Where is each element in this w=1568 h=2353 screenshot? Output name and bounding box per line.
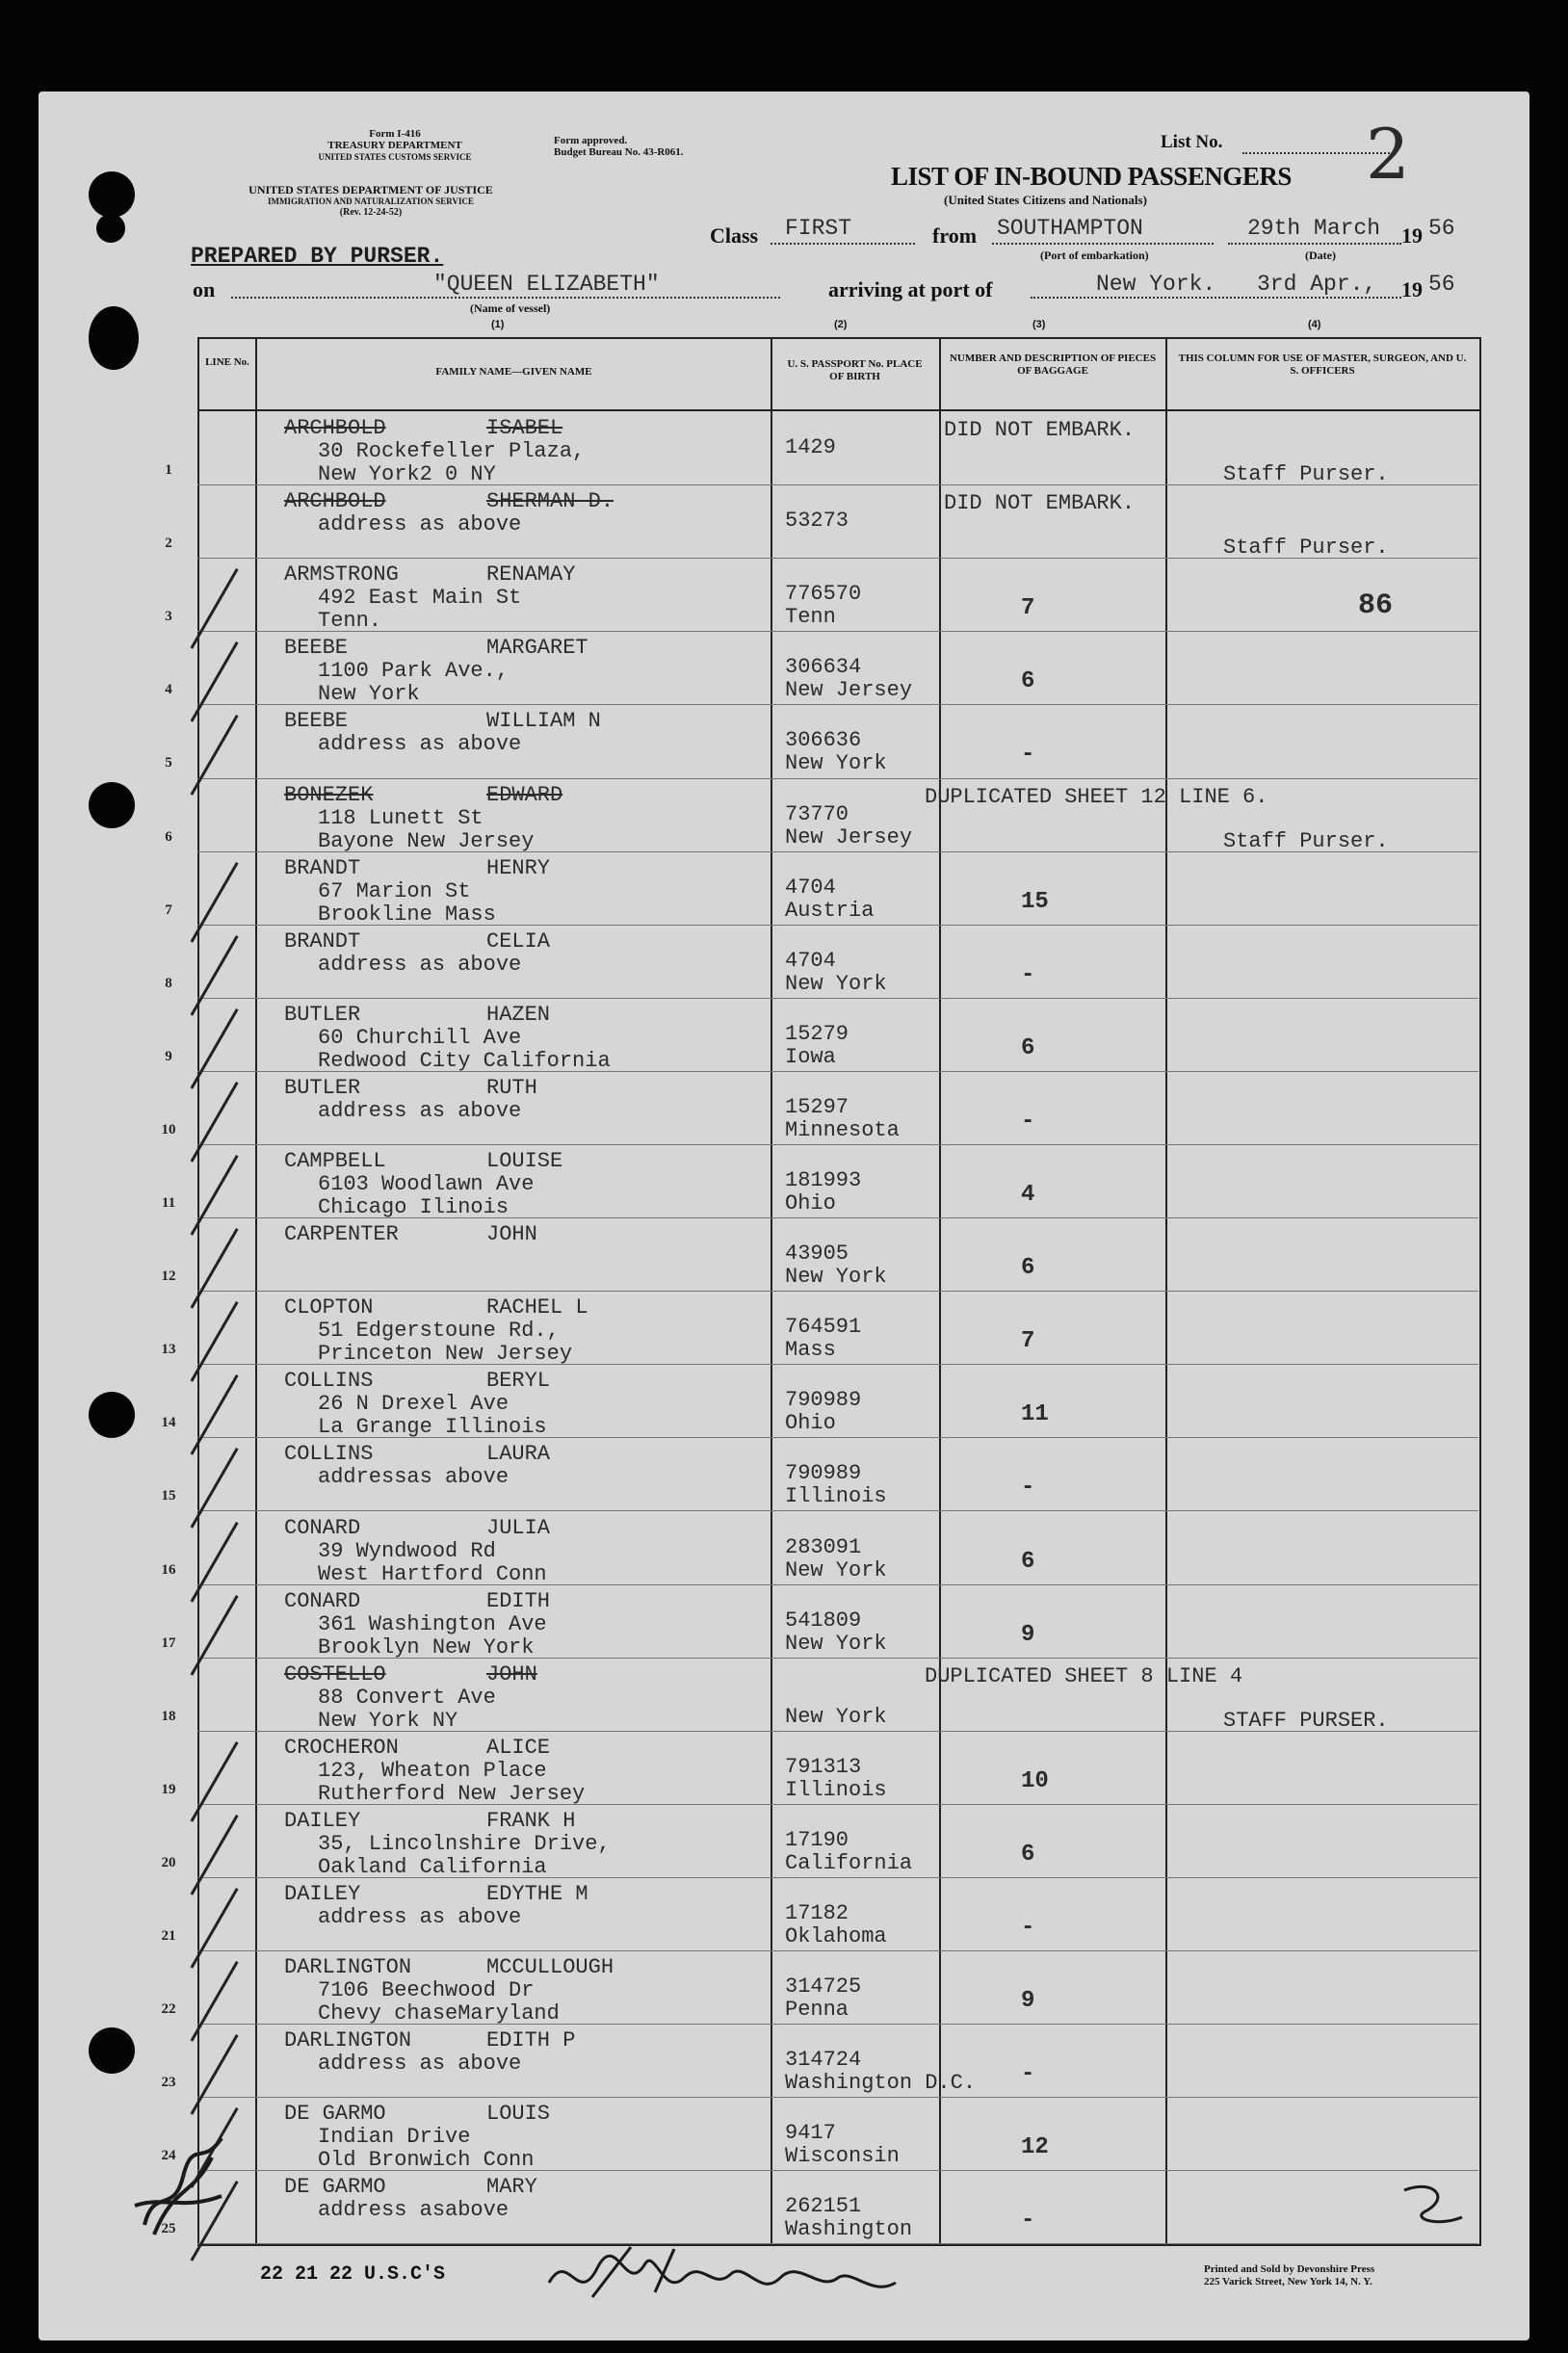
arrival-port: New York. (1096, 272, 1216, 297)
baggage-count: 15 (1021, 889, 1049, 915)
family-name: DE GARMO (284, 2175, 386, 2199)
printer-credit (1204, 2263, 1374, 2288)
col-header-passport: U. S. PASSPORT No. PLACE OF BIRTH (787, 358, 923, 382)
address-line-1: address as above (318, 1099, 522, 1123)
line-number: 8 (165, 976, 172, 991)
line-number: 3 (165, 609, 172, 624)
baggage-count: 6 (1021, 1035, 1035, 1061)
given-name: MARY (486, 2175, 537, 2199)
family-name: CONARD (284, 1516, 361, 1540)
address-line-2: Princeton New Jersey (318, 1342, 573, 1366)
page-subtitle: (United States Citizens and Nationals) (944, 193, 1147, 207)
year-value: 56 (1428, 216, 1455, 241)
vessel-line (231, 297, 780, 299)
baggage-count: DID NOT EMBARK. (944, 491, 1136, 515)
address-line-1: addressas above (318, 1465, 510, 1489)
passport-number: 314725 (785, 1974, 862, 1999)
list-no-value: 2 (1366, 114, 1410, 195)
place-of-birth: Iowa (785, 1045, 836, 1069)
baggage-count: - (1021, 742, 1035, 768)
address-line-2: Old Bronwich Conn (318, 2148, 535, 2172)
address-line-1: address as above (318, 1905, 522, 1929)
family-name: DAILEY (284, 1882, 361, 1906)
date-line (1228, 243, 1401, 245)
given-name: EDYTHE M (486, 1882, 588, 1906)
address-line-1: 30 Rockefeller Plaza, (318, 439, 586, 463)
punch-hole (89, 171, 135, 218)
uscs-footer: 22 21 22 U.S.C'S (260, 2263, 446, 2286)
place-of-birth: Penna (785, 1998, 849, 2022)
given-name: JULIA (486, 1516, 551, 1540)
row-divider (197, 1291, 1478, 1292)
col-header-line-no: LINE No. (205, 356, 249, 368)
given-name: ALICE (486, 1736, 551, 1760)
place-of-birth: New York (785, 1632, 887, 1656)
address-line-1: 7106 Beechwood Dr (318, 1978, 535, 2002)
table-top (197, 337, 1481, 339)
line-number: 21 (161, 1928, 176, 1944)
col-header-officers: THIS COLUMN FOR USE OF MASTER, SURGEON, AND U. S. OFFICERS (1178, 353, 1467, 377)
punch-hole (96, 214, 125, 243)
on-label: on (193, 277, 216, 301)
given-name: EDWARD (486, 783, 563, 807)
address-line-1: Indian Drive (318, 2125, 471, 2149)
from-value: SOUTHAMPTON (997, 216, 1143, 241)
baggage-count: 11 (1021, 1401, 1049, 1427)
row-divider (197, 1510, 1478, 1511)
passport-number: 283091 (785, 1535, 862, 1559)
given-name: MCCULLOUGH (486, 1955, 614, 1979)
punch-hole (89, 782, 135, 828)
given-name: FRANK H (486, 1809, 576, 1833)
passport-number: 43905 (785, 1242, 849, 1266)
given-name: BERYL (486, 1369, 551, 1393)
family-name: CROCHERON (284, 1736, 399, 1760)
line-number: 1 (165, 462, 172, 478)
baggage-count: 12 (1021, 2134, 1049, 2160)
vessel-value: "QUEEN ELIZABETH" (433, 272, 660, 297)
passport-number: 4704 (785, 876, 836, 900)
family-name: BUTLER (284, 1076, 361, 1100)
line-number: 24 (161, 2148, 176, 2163)
line-number: 6 (165, 829, 172, 845)
family-name: BRANDT (284, 856, 361, 880)
col-num-4: (4) (1308, 319, 1321, 330)
address-line-1: 60 Churchill Ave (318, 1026, 522, 1050)
place-of-birth: New York (785, 1265, 887, 1289)
address-line-2: Brooklyn New York (318, 1635, 535, 1660)
given-name: LAURA (486, 1442, 551, 1466)
passport-number: 764591 (785, 1315, 862, 1339)
family-name: ARMSTRONG (284, 562, 399, 587)
from-line (992, 243, 1214, 245)
given-name: LOUISE (486, 1149, 563, 1173)
passport-number: 73770 (785, 802, 849, 826)
given-name: RENAMAY (486, 562, 576, 587)
col-divider (939, 337, 941, 2246)
baggage-count: 4 (1021, 1182, 1035, 1208)
passport-number: 53273 (785, 509, 849, 533)
passport-number: 791313 (785, 1755, 862, 1779)
revision: (Rev. 12-24-52) (339, 207, 403, 218)
address-line-1: 1100 Park Ave., (318, 659, 510, 683)
address-line-2: Tenn. (318, 609, 382, 633)
col-num-1: (1) (491, 319, 505, 330)
place-of-birth: New York (785, 751, 887, 775)
arriving-label: arriving at port of (828, 277, 993, 301)
prepared-by: PREPARED BY PURSER. (191, 244, 444, 269)
address-line-1: 35, Lincolnshire Drive, (318, 1832, 611, 1856)
place-of-birth: Oklahoma (785, 1924, 887, 1948)
from-label: from (932, 223, 978, 248)
arrival-line (1031, 297, 1401, 299)
form-number: Form I-416 (369, 128, 421, 140)
line-number: 16 (161, 1562, 176, 1578)
baggage-count: 6 (1021, 668, 1035, 694)
form-approval (554, 135, 684, 158)
baggage-count: - (1021, 1109, 1035, 1135)
address-line-1: address as above (318, 512, 522, 536)
row-divider (197, 998, 1478, 999)
line-number: 23 (161, 2075, 176, 2090)
page-title: LIST OF IN-BOUND PASSENGERS (891, 162, 1292, 191)
address-line-1: 361 Washington Ave (318, 1612, 547, 1636)
line-number: 14 (161, 1415, 176, 1430)
line-number: 17 (161, 1635, 176, 1651)
col-num-2: (2) (834, 319, 848, 330)
baggage-count: 6 (1021, 1549, 1035, 1575)
place-of-birth: Tenn (785, 605, 836, 629)
place-of-birth: New York (785, 1558, 887, 1582)
year-label: 19 (1401, 223, 1423, 248)
passport-number: 4704 (785, 949, 836, 973)
given-name: JOHN (486, 1662, 537, 1686)
family-name: COLLINS (284, 1442, 374, 1466)
place-of-birth: California (785, 1851, 913, 1875)
vessel-caption: (Name of vessel) (470, 301, 551, 315)
place-of-birth: New Jersey (785, 825, 913, 850)
class-value: FIRST (785, 216, 852, 241)
baggage-count: 6 (1021, 1255, 1035, 1281)
line-number: 13 (161, 1342, 176, 1357)
place-of-birth: Minnesota (785, 1118, 900, 1142)
date-caption: (Date) (1305, 248, 1336, 262)
place-of-birth: Mass (785, 1338, 836, 1362)
passport-number: 262151 (785, 2194, 862, 2218)
approval-text: Form approved. (554, 135, 628, 146)
address-line-2: West Hartford Conn (318, 1562, 547, 1586)
col-divider (771, 337, 772, 2246)
passport-number: 776570 (785, 582, 862, 606)
passport-number: 306636 (785, 728, 862, 752)
address-line-1: address as above (318, 2052, 522, 2076)
given-name: JOHN (486, 1222, 537, 1246)
address-line-2: Chicago Ilinois (318, 1195, 510, 1219)
line-number: 2 (165, 536, 172, 551)
class-label: Class (710, 223, 759, 248)
row-divider (197, 1950, 1478, 1951)
line-number: 15 (161, 1488, 176, 1503)
baggage-count: DID NOT EMBARK. (944, 418, 1136, 442)
place-of-birth: Austria (785, 899, 875, 923)
line-number: 25 (161, 2221, 176, 2236)
arrival-date: 3rd Apr., (1257, 272, 1377, 297)
passport-number: 790989 (785, 1461, 862, 1485)
address-line-1: 51 Edgerstoune Rd., (318, 1319, 560, 1343)
family-name: DARLINGTON (284, 1955, 412, 1979)
line-number: 4 (165, 682, 172, 697)
address-line-2: New York (318, 682, 420, 706)
given-name: RUTH (486, 1076, 537, 1100)
family-name: CARPENTER (284, 1222, 399, 1246)
given-name: MARGARET (486, 636, 588, 660)
passport-number: 790989 (785, 1388, 862, 1412)
baggage-count: DUPLICATED SHEET 12 LINE 6. (925, 785, 1268, 809)
baggage-count: 9 (1021, 1622, 1035, 1648)
line-number: 20 (161, 1855, 176, 1870)
passport-number: 15279 (785, 1022, 849, 1046)
officer-note: 86 (1358, 589, 1394, 622)
address-line-1: 26 N Drexel Ave (318, 1392, 510, 1416)
family-name: CLOPTON (284, 1295, 374, 1320)
col-header-baggage: NUMBER AND DESCRIPTION OF PIECES OF BAGGAGE (949, 353, 1157, 377)
given-name: ISABEL (486, 416, 563, 440)
from-caption: (Port of embarkation) (1040, 248, 1149, 262)
place-of-birth: Illinois (785, 1484, 887, 1508)
family-name: COSTELLO (284, 1662, 386, 1686)
arrival-year-label: 19 (1401, 277, 1423, 301)
row-divider (197, 778, 1478, 779)
address-line-1: 39 Wyndwood Rd (318, 1539, 496, 1563)
officer-note: Staff Purser. (1223, 829, 1389, 853)
baggage-count: - (1021, 1915, 1035, 1941)
place-of-birth: Wisconsin (785, 2144, 900, 2168)
immigration-service: IMMIGRATION AND NATURALIZATION SERVICE (268, 196, 474, 206)
address-line-1: address as above (318, 953, 522, 977)
passport-number: 15297 (785, 1095, 849, 1119)
line-number: 19 (161, 1782, 176, 1797)
row-divider (197, 1144, 1478, 1145)
line-number: 10 (161, 1122, 176, 1137)
arrival-year: 56 (1428, 272, 1455, 297)
col-divider (1165, 337, 1167, 2246)
line-number: 7 (165, 902, 172, 918)
punch-hole (89, 2027, 135, 2074)
col-header-name: FAMILY NAME—GIVEN NAME (435, 366, 592, 378)
baggage-count: 7 (1021, 595, 1035, 621)
address-line-2: Chevy chaseMaryland (318, 2001, 560, 2026)
baggage-count: - (1021, 962, 1035, 988)
budget-bureau: Budget Bureau No. 43-R061. (554, 146, 684, 158)
list-no-label: List No. (1161, 132, 1223, 152)
passport-number: 181993 (785, 1168, 862, 1192)
baggage-count: 10 (1021, 1768, 1049, 1794)
address-line-2: Redwood City California (318, 1049, 611, 1073)
form-header-justice (188, 184, 554, 219)
form-header-treasury (241, 128, 549, 163)
punch-hole (89, 1392, 135, 1438)
passport-number: 541809 (785, 1608, 862, 1633)
family-name: DAILEY (284, 1809, 361, 1833)
address-line-2: Rutherford New Jersey (318, 1782, 586, 1806)
baggage-count: 7 (1021, 1328, 1035, 1354)
given-name: RACHEL L (486, 1295, 588, 1320)
place-of-birth: Ohio (785, 1411, 836, 1435)
treasury-dept: TREASURY DEPARTMENT (327, 140, 462, 151)
address-line-2: New York2 0 NY (318, 462, 496, 486)
family-name: BEEBE (284, 709, 349, 733)
line-number: 18 (161, 1709, 176, 1724)
address-line-1: address as above (318, 732, 522, 756)
officer-note: Staff Purser. (1223, 462, 1389, 486)
baggage-count: 9 (1021, 1988, 1035, 2014)
line-number: 5 (165, 755, 172, 771)
line-number: 12 (161, 1268, 176, 1284)
passport-number: 17182 (785, 1901, 849, 1925)
baggage-count: - (1021, 2061, 1035, 2087)
baggage-count: 6 (1021, 1842, 1035, 1868)
printer-line-2: 225 Varick Street, New York 14, N. Y. (1204, 2276, 1372, 2288)
punch-hole (89, 306, 139, 370)
row-divider (197, 2097, 1478, 2098)
margin-scribble (125, 2129, 241, 2244)
row-divider (197, 631, 1478, 632)
address-line-1: 67 Marion St (318, 879, 471, 903)
address-line-2: Oakland California (318, 1855, 547, 1879)
place-of-birth: New York (785, 972, 887, 996)
place-of-birth: New Jersey (785, 678, 913, 702)
place-of-birth: Washington D.C. (785, 2071, 977, 2095)
col-num-3: (3) (1032, 319, 1046, 330)
family-name: ARCHBOLD (284, 416, 386, 440)
given-name: HENRY (486, 856, 551, 880)
address-line-1: 123, Wheaton Place (318, 1759, 547, 1783)
baggage-count: - (1021, 2208, 1035, 2234)
signature (539, 2239, 905, 2316)
place-of-birth: Illinois (785, 1778, 887, 1802)
family-name: CONARD (284, 1589, 361, 1613)
address-line-2: Brookline Mass (318, 902, 496, 927)
family-name: CAMPBELL (284, 1149, 386, 1173)
address-line-2: New York NY (318, 1709, 458, 1733)
address-line-1: 118 Lunett St (318, 806, 483, 830)
manifest-page (39, 92, 1529, 2340)
place-of-birth: Ohio (785, 1191, 836, 1216)
address-line-2: Bayone New Jersey (318, 829, 535, 853)
address-line-2: La Grange Illinois (318, 1415, 547, 1439)
family-name: BRANDT (284, 929, 361, 954)
officer-note: Staff Purser. (1223, 536, 1389, 560)
family-name: ARCHBOLD (284, 489, 386, 513)
handwritten-mark (1395, 2179, 1472, 2236)
printer-line-1: Printed and Sold by Devonshire Press (1204, 2263, 1375, 2275)
address-line-1: address asabove (318, 2198, 510, 2222)
family-name: DARLINGTON (284, 2028, 412, 2052)
given-name: EDITH P (486, 2028, 576, 2052)
header-bottom (197, 409, 1481, 411)
place-of-birth: New York (785, 1705, 887, 1729)
line-number: 22 (161, 2001, 176, 2017)
officer-note: STAFF PURSER. (1223, 1709, 1389, 1733)
address-line-1: 492 East Main St (318, 586, 522, 610)
justice-dept: UNITED STATES DEPARTMENT OF JUSTICE (248, 183, 493, 196)
family-name: BUTLER (284, 1003, 361, 1027)
family-name: BONEZEK (284, 783, 374, 807)
given-name: EDITH (486, 1589, 551, 1613)
date-value: 29th March (1247, 216, 1381, 241)
customs-service: UNITED STATES CUSTOMS SERVICE (318, 152, 472, 162)
given-name: LOUIS (486, 2102, 551, 2126)
passport-number: 9417 (785, 2121, 836, 2145)
passport-number: 314724 (785, 2048, 862, 2072)
passport-number: 306634 (785, 655, 862, 679)
place-of-birth: Washington (785, 2217, 913, 2241)
given-name: SHERMAN D. (486, 489, 614, 513)
col-divider (255, 337, 257, 2246)
given-name: HAZEN (486, 1003, 551, 1027)
family-name: COLLINS (284, 1369, 374, 1393)
baggage-count: - (1021, 1475, 1035, 1501)
address-line-1: 6103 Woodlawn Ave (318, 1172, 535, 1196)
family-name: DE GARMO (284, 2102, 386, 2126)
passport-number: 17190 (785, 1828, 849, 1852)
line-number: 9 (165, 1049, 172, 1064)
border-right (1479, 337, 1481, 2246)
family-name: BEEBE (284, 636, 349, 660)
passport-number: 1429 (785, 435, 836, 459)
class-line (771, 243, 915, 245)
given-name: WILLIAM N (486, 709, 601, 733)
given-name: CELIA (486, 929, 551, 954)
baggage-count: DUPLICATED SHEET 8 LINE 4 (925, 1664, 1243, 1688)
line-number: 11 (161, 1195, 176, 1211)
address-line-1: 88 Convert Ave (318, 1686, 496, 1710)
